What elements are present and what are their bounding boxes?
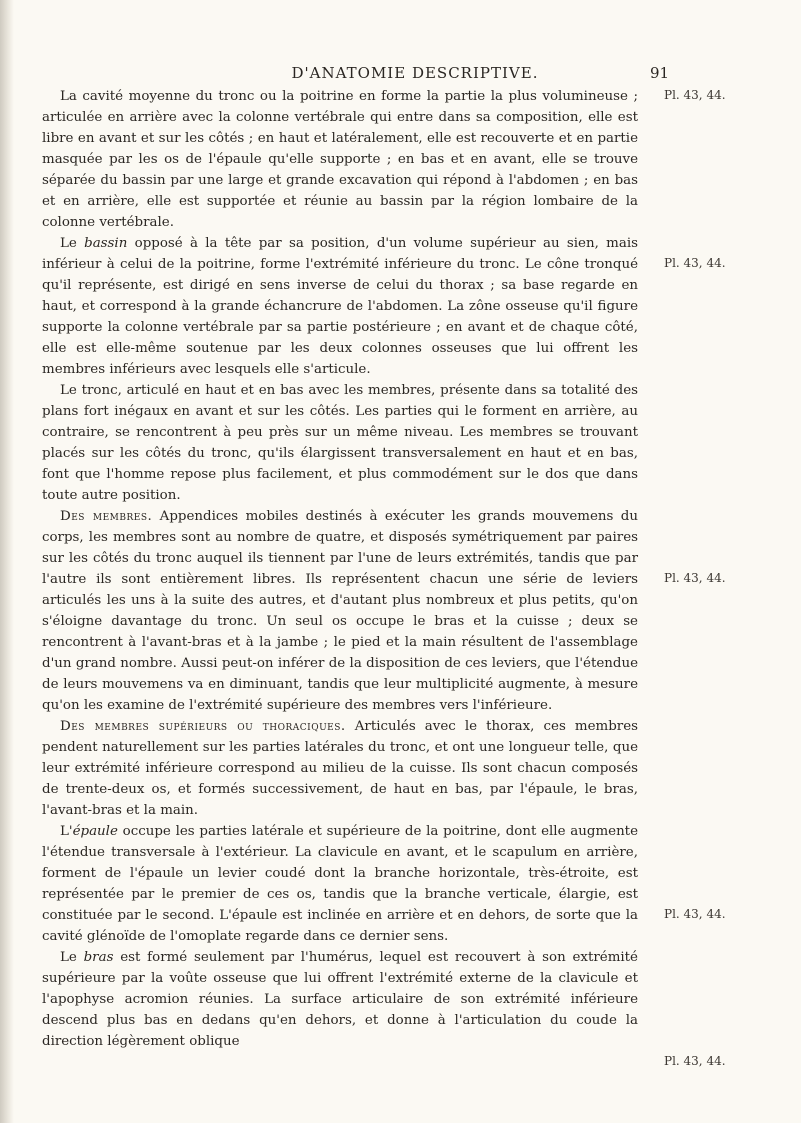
paragraph-bassin-lead: Le — [60, 236, 77, 251]
paragraph-epaule-text: occupe les parties latérale et supérieure de la poitrine, dont elle augmente l'étendue transversale à l'extérieur. La clavicule en avant, et le scapulum en arrière, forment de l'épaule un levier coudé dont la branche horizontale, très-étroite, est représentée par le premier de ces os, tandis que la branche verticale, élargie, est constituée par le second. L'épaule est inclinée en arrière et en dehors, de sorte que la cavité glénoïde de l'omoplate regarde dans ce dernier sens. — [42, 824, 638, 944]
paragraph-bassin — [42, 233, 638, 380]
margin-note-plate-ref: Pl. 43, 44. — [664, 88, 726, 102]
paragraph-tronc: Le tronc, articulé en haut et en bas avec les membres, présente dans sa totalité des plans fort inégaux en avant et sur les côtés. Les parties qui le forment en arrière, au contraire, se rencontrent à peu près sur un même niveau. Les membres se trouvant placés sur les côtés du tronc, qu'ils élargissent transversalement en haut et en bas, font que l'homme repose plus facilement, et plus commodément sur le dos que dans toute autre position. — [42, 383, 638, 503]
paragraph-membres-superieurs-text: Articulés avec le thorax, ces membres pendent naturellement sur les parties latérales du tronc, et ont une longueur telle, que leur extrémité inférieure correspond au milieu de la cuisse. Ils sont chacun composés de trente-deux os, et formés successivement, de haut en bas, par l'épaule, le bras, l'avant-bras et la main. — [42, 719, 639, 818]
paragraph-bassin-text: opposé à la tête par sa position, d'un volume supérieur au sien, mais inférieur à celui de la poitrine, forme l'extrémité inférieure du tronc. Le cône tronqué qu'il représente, est dirigé en sens inverse de celui du thorax ; sa base regarde en haut, et correspond à la grande échancrure de l'abdomen. La zône osseuse qu'il figure supporte la colonne vertébrale par sa partie postérieure ; en avant et de chaque côté, elle est elle-même soutenue par les deux colonnes osseuses que lui offrent les membres inférieurs avec lesquels elle s'articule. — [42, 236, 638, 377]
paragraph-bras-lead: Le — [60, 950, 77, 965]
term-bassin: bassin — [84, 236, 128, 251]
section-heading-membres-superieurs: Des membres supérieurs ou thoraciques. — [60, 719, 346, 734]
paragraph-bras — [42, 947, 638, 1052]
margin-note-plate-ref: Pl. 43, 44. — [664, 571, 726, 585]
paragraph-membres — [42, 506, 638, 716]
paragraph-membres-superieurs — [42, 716, 638, 821]
paragraph-epaule — [42, 821, 638, 947]
running-title: D'ANATOMIE DESCRIPTIVE. — [291, 64, 539, 82]
section-heading-membres: Des membres. — [60, 509, 153, 524]
body-text — [42, 86, 638, 1052]
paragraph-poitrine: La cavité moyenne du tronc ou la poitrine en forme la partie la plus volumineuse ; articulée en arrière avec la colonne vertébrale qui entre dans sa composition, elle est libre en avant et sur les côtés ; en haut et latéralement, elle est recouverte et en partie masquée par les os de l'épaule qu'elle supporte ; en bas et en avant, elle se trouve séparée du bassin par une large et grande excavation qui répond à l'abdomen ; en bas et en arrière, elle est supportée et réunie au bassin par la région lombaire de la colonne vertébrale. — [42, 89, 638, 230]
paragraph-bras-text: est formé seulement par l'humérus, lequel est recouvert à son extrémité supérieure par la voûte osseuse que lui offrent l'extrémité externe de la clavicule et l'apophyse acromion réunies. La surface articulaire de son extrémité inférieure descend plus bas en dedans qu'en dehors, et donne à l'articulation du coude la direction légèrement oblique — [42, 950, 638, 1049]
term-epaule: épaule — [72, 824, 118, 839]
margin-note-plate-ref: Pl. 43, 44. — [664, 256, 726, 270]
paragraph-epaule-lead: L' — [60, 824, 73, 839]
term-bras: bras — [83, 950, 114, 965]
page-number: 91 — [650, 64, 670, 82]
margin-note-plate-ref: Pl. 43, 44. — [664, 1054, 726, 1068]
paragraph-membres-text: Appendices mobiles destinés à exécuter les grands mouvemens du corps, les membres sont au nombre de quatre, et disposés symétriquement par paires sur les côtés du tronc auquel ils tiennent par l'une de leurs extrémités, tandis que par l'autre ils sont entièrement libres. Ils représentent chacun une série de leviers articulés les uns à la suite des autres, et d'autant plus nombreux et plus petits, qu'on s'éloigne davantage du tronc. Un seul os occupe le bras et la cuisse ; deux se rencontrent à l'avant-bras et à la jambe ; le pied et la main résultent de l'assemblage d'un grand nombre. Aussi peut-on inférer de la disposition de ces leviers, que l'étendue de leurs mouvemens va en diminuant, tandis que leur multiplicité augmente, à mesure qu'on les examine de l'extrémité supérieure des membres vers l'inférieure. — [42, 509, 638, 713]
page-binding-shadow — [0, 0, 14, 1123]
margin-note-plate-ref: Pl. 43, 44. — [664, 907, 726, 921]
